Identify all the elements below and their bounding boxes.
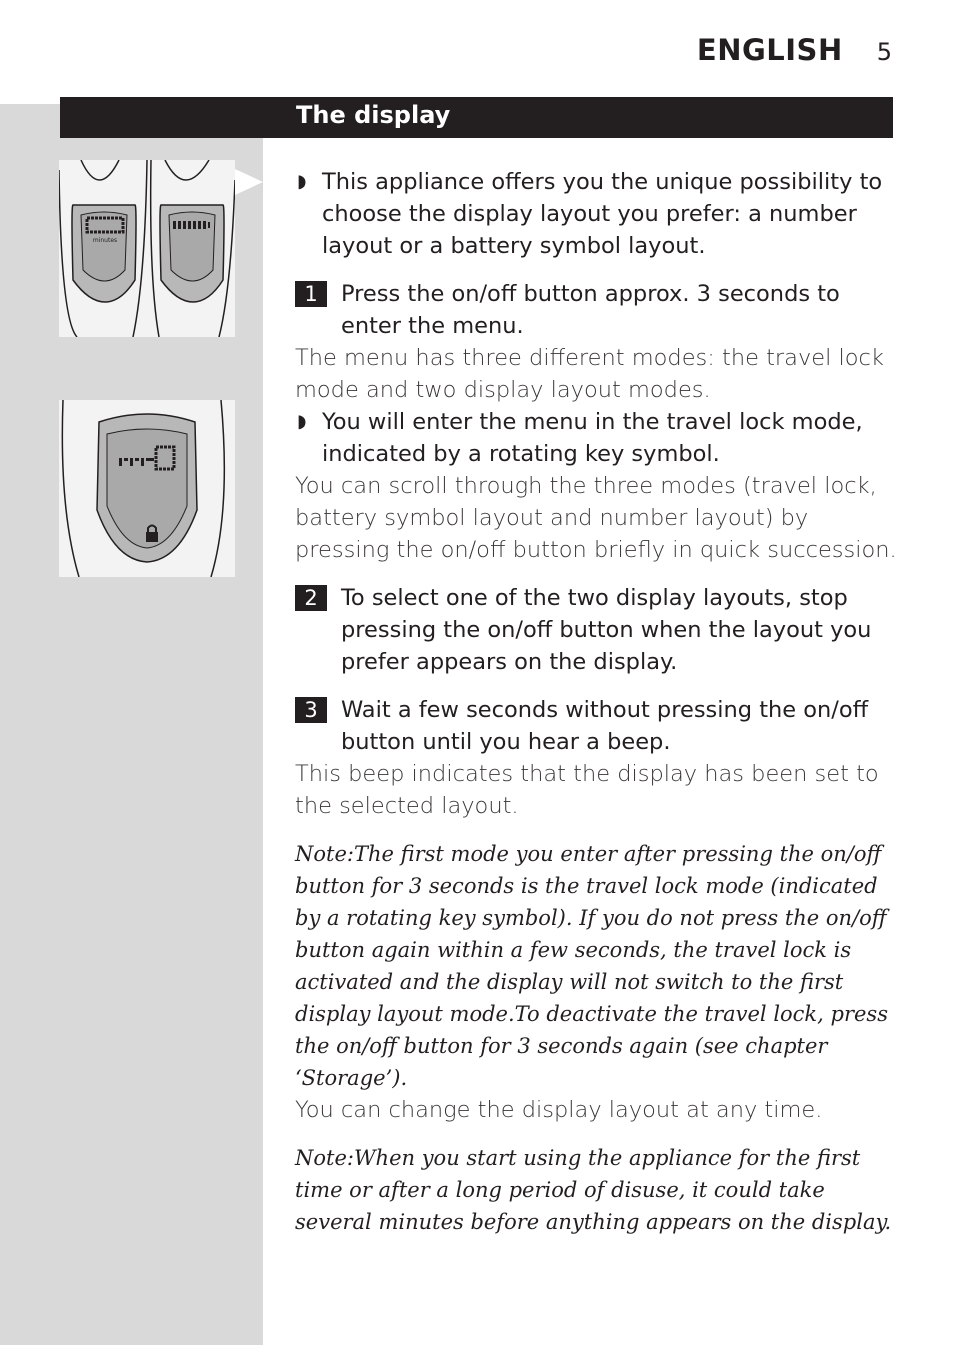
travel-lock-display-illustration: [59, 400, 235, 577]
content-column: [295, 166, 897, 1238]
page-number: 5: [876, 38, 892, 66]
bullet-travel-lock: ◗ You will enter the menu in the travel lock mode, indicated by a rotating key symbol.: [295, 406, 897, 470]
step-3: 3 Wait a few seconds without pressing the on/off button until you hear a beep.: [295, 694, 897, 758]
step-1: 1 Press the on/off button approx. 3 seconds to enter the menu.: [295, 278, 897, 342]
bullet-intro: ◗ This appliance offers you the unique possibility to choose the display layout you prefer: a number layout or a battery symbol layout.: [295, 166, 897, 262]
bullet-icon: ◗: [297, 411, 307, 432]
step-number: 1: [295, 281, 327, 307]
section-title-bar: [60, 97, 893, 138]
minutes-label: minutes: [92, 237, 118, 244]
bullet-icon: ◗: [297, 171, 307, 192]
section-title: The display: [296, 101, 451, 129]
step-number: 2: [295, 585, 327, 611]
shaver-display-layouts-illustration: [59, 160, 235, 337]
step-number: 3: [295, 697, 327, 723]
illustration-pointer: [235, 169, 263, 195]
step-2: 2 To select one of the two display layouts, stop pressing the on/off button when the layout you prefer appears on the display.: [295, 582, 897, 678]
scroll-description: You can scroll through the three modes (travel lock, battery symbol layout and number layout) by pressing the on/off button briefly in quick succession.: [295, 473, 897, 563]
language-heading: ENGLISH: [696, 33, 843, 67]
note-first-use: Note:When you start using the appliance for the first time or after a long period of disuse, it could take several minutes before anything appears on the display.: [295, 1146, 892, 1234]
beep-description: This beep indicates that the display has been set to the selected layout.: [295, 761, 879, 819]
menu-description: The menu has three different modes: the travel lock mode and two display layout modes.: [295, 345, 884, 403]
change-layout-description: You can change the display layout at any time.: [295, 1097, 823, 1123]
note-travel-lock: Note:The first mode you enter after pressing the on/off button for 3 seconds is the travel lock mode (indicated by a rotating key symbol). If you do not press the on/off button again within a few seconds, the travel lock is activated and the display will not switch to the first display layout mode.To deactivate the travel lock, press the on/off button for 3 seconds again (see chapter ‘Storage’).: [295, 842, 888, 1090]
page-header: [697, 33, 892, 67]
